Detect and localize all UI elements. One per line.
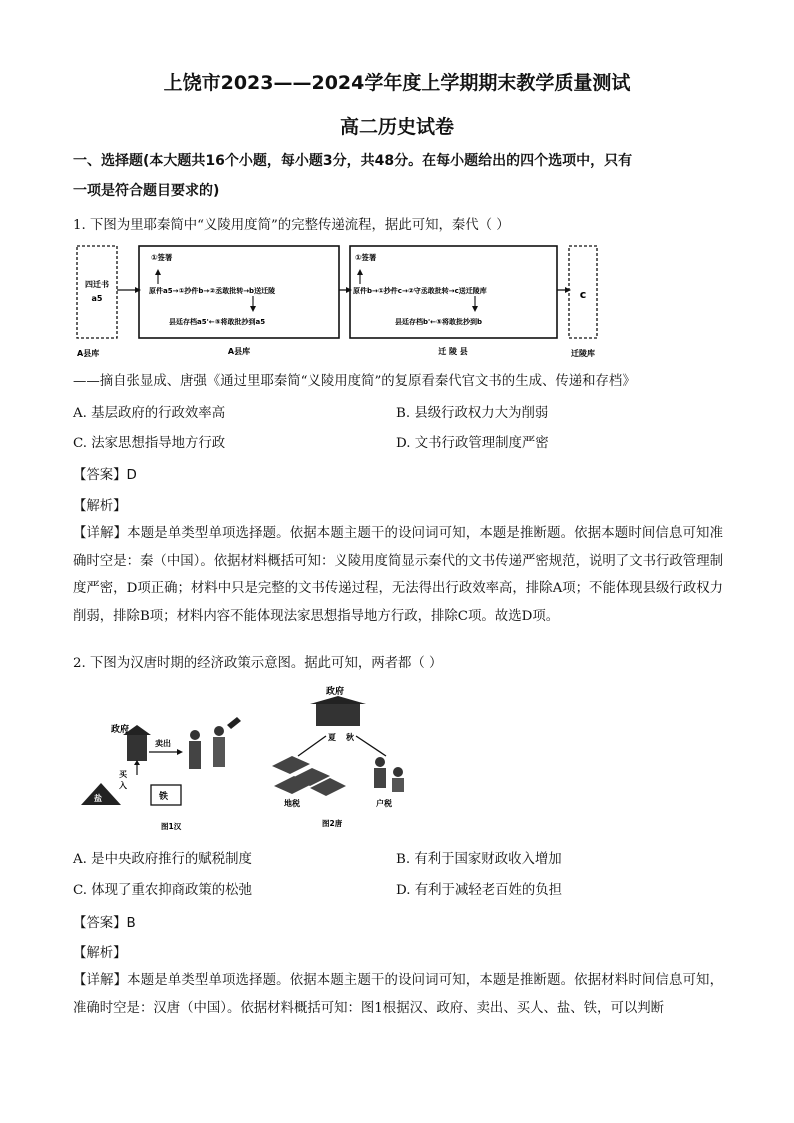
q1-option-a[interactable]: A. 基层政府的行政效率高	[73, 406, 226, 421]
gov-building	[127, 735, 147, 761]
q2-option-a[interactable]: A. 是中央政府推行的赋税制度	[73, 852, 252, 867]
page-title: 上饶市2023——2024学年度上学期期末教学质量测试	[163, 72, 631, 94]
box-a-county-storehouse	[77, 246, 117, 338]
q1-stem: 1. 下图为里耶秦简中“义陵用度简”的完整传递流程，据此可知，秦代（ ）	[73, 218, 510, 233]
label-a-county-storehouse: A县库	[77, 349, 100, 358]
q2-analysis-tag: 【解析】	[73, 946, 127, 961]
tang-caption: 图2唐	[322, 819, 343, 828]
q1-detail: 【详解】本题是单类型单项选择题。依据本题主题干的设问词可知，本题是推断题。依据本题时间信息可知准确时空是：秦（中国）。依据材料概括可知：义陵用度简显示秦代的文书传递严密规范，说明了文书行政管理制度严密，D项正确；材料中只是完整的文书传递过程，无法得出行政效率高，排除A项；不能体现县级行政权力削弱，排除B项；材料内容不能体现法家思想指导地方行政，排除C项。故选D项。	[73, 526, 723, 624]
tang-gov-building	[316, 704, 360, 726]
q1-option-b[interactable]: B. 县级行政权力大为削弱	[396, 406, 549, 421]
q1-answer: 【答案】D	[73, 468, 137, 483]
box-d-letter: c	[579, 288, 587, 301]
han-caption: 图1汉	[161, 822, 182, 831]
han-iron-label: 铁	[159, 792, 169, 802]
label-a-county: A县库	[227, 347, 251, 356]
q2-detail: 【详解】本题是单类型单项选择题。依据本题主题干的设问词可知，本题是推断题。依据材料时间信息可知，准确时空是：汉唐（中国）。依据材料概括可知：图1根据汉、政府、卖出、买人、盐、铁，可以判断	[73, 973, 723, 1016]
tang-land-tax-label: 地税	[284, 799, 300, 808]
q1-option-c[interactable]: C. 法家思想指导地方行政	[73, 436, 226, 451]
q2-answer: 【答案】B	[73, 916, 136, 931]
q2-option-c[interactable]: C. 体现了重农抑商政策的松弛	[73, 883, 252, 898]
q2-figure-tang	[266, 682, 441, 832]
mid-sign: ①签署	[151, 253, 173, 262]
q2-option-b[interactable]: B. 有利于国家财政收入增加	[396, 852, 562, 867]
right-archive: 县廷存档b'←⑤将敢批抄到b	[395, 318, 482, 326]
tang-summer-label: 夏	[328, 733, 336, 742]
tang-house-tax-label: 户税	[376, 799, 392, 808]
tang-autumn-label: 秋	[346, 733, 354, 742]
box-a-line1: 四迁书	[85, 280, 109, 289]
mid-row: 原件a5→①抄件b→②丞敢批转→b送迁陵	[149, 287, 276, 295]
q2-stem: 2. 下图为汉唐时期的经济政策示意图。据此可知，两者都（ ）	[73, 656, 443, 671]
han-gov-label: 政府	[111, 725, 130, 735]
q1-source: ——摘自张显成、唐强《通过里耶秦简“义陵用度简”的复原看秦代官文书的生成、传递和存档》	[73, 374, 636, 389]
q2-figure-han	[73, 715, 248, 835]
section-heading-cont: 一项是符合题目要求的)	[73, 183, 220, 199]
tang-fields	[272, 756, 346, 796]
han-salt-label: 盐	[94, 794, 102, 803]
box-a-line2: a5	[91, 294, 103, 303]
right-sign: ①签署	[355, 253, 377, 262]
q1-option-d[interactable]: D. 文书行政管理制度严密	[396, 436, 549, 451]
q2-option-d[interactable]: D. 有利于减轻老百姓的负担	[396, 883, 563, 898]
section-heading: 一、选择题(本大题共16个小题，每小题3分，共48分。在每小题给出的四个选项中，只有	[73, 153, 633, 169]
han-buy-label-2: 入	[119, 781, 127, 790]
han-sell-label: 卖出	[155, 739, 171, 748]
q1-flow-diagram	[73, 240, 613, 362]
q1-analysis-tag: 【解析】	[73, 499, 127, 514]
label-qianling-county: 迁 陵 县	[438, 347, 468, 356]
label-qianling-storehouse: 迁陵库	[571, 349, 595, 358]
right-row: 原件b→①抄件c→②守丞敢批转→c送迁陵库	[353, 287, 487, 295]
tang-gov-roof	[310, 696, 366, 704]
mid-archive: 县廷存档a5'←⑤将敢批抄到a5	[169, 318, 266, 326]
tang-gov-label: 政府	[326, 687, 345, 697]
han-buy-label-1: 买	[119, 770, 127, 779]
page-subtitle: 高二历史试卷	[339, 116, 454, 138]
